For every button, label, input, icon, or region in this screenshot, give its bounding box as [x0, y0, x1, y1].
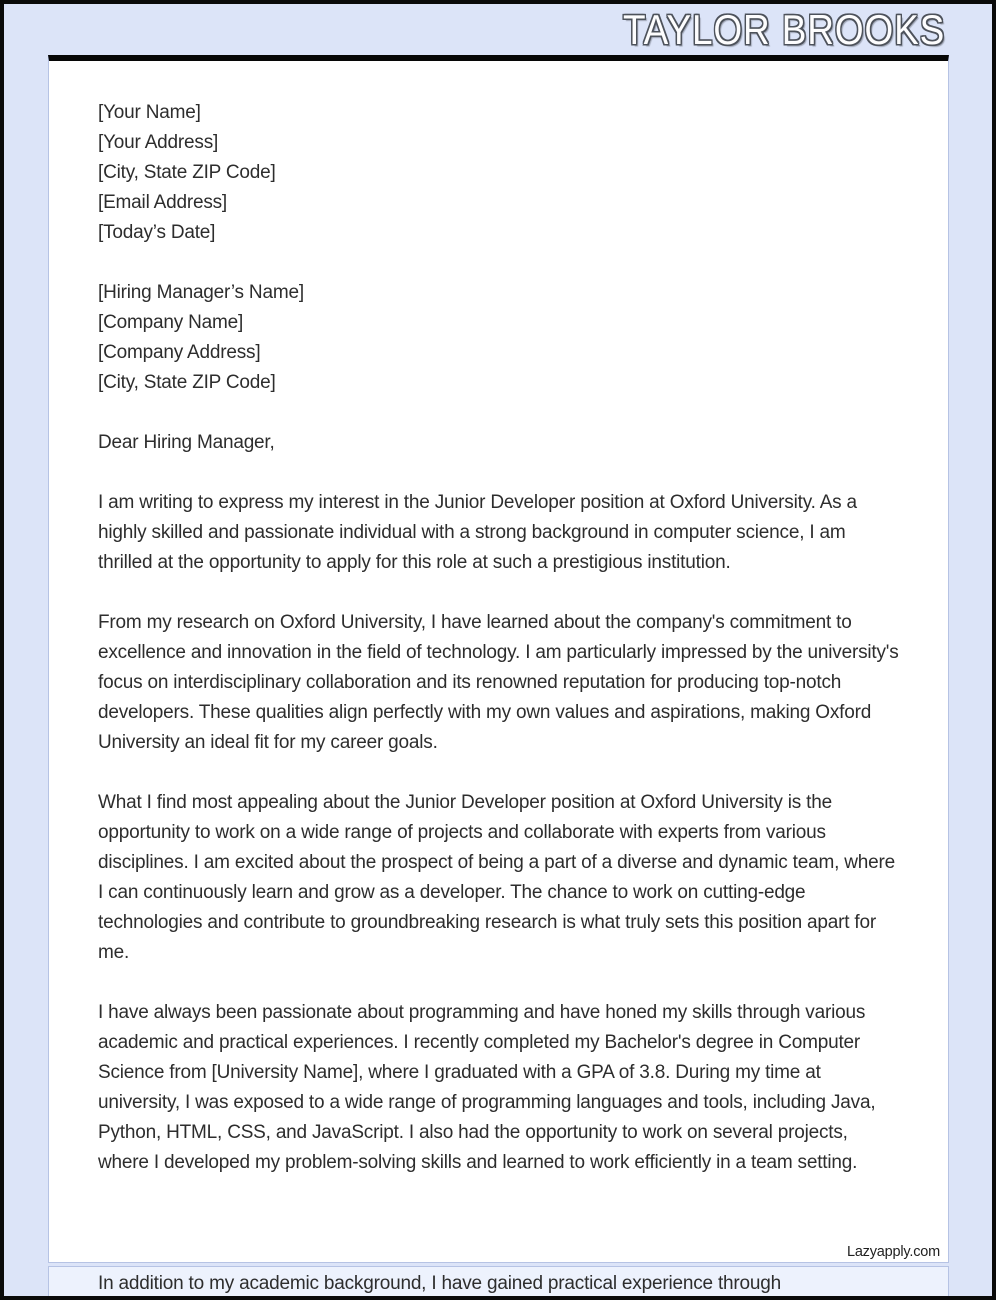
letter-page — [48, 55, 949, 1263]
sender-name-line: [Your Name] — [98, 102, 201, 123]
letter-paragraph-4: I have always been passionate about programming and have honed my skills through various academic and practical experiences. I recently completed my Bachelor's degree in Computer Science from [University Name], where I graduated with a GPA of 3.8. During my time at university, I was exposed to a wide range of programming languages and tools, including Java, Python, HTML, CSS, and JavaScript. I also had the opportunity to work on several projects, where I developed my problem-solving skills and learned to work efficiently in a team setting. — [98, 1002, 876, 1173]
sender-date-line: [Today’s Date] — [98, 222, 216, 243]
recipient-manager-line: [Hiring Manager’s Name] — [98, 282, 304, 303]
letter-body — [49, 61, 948, 1178]
sender-address-line: [Your Address] — [98, 132, 219, 153]
salutation: Dear Hiring Manager, — [98, 432, 275, 453]
recipient-block — [98, 278, 899, 398]
recipient-address-line: [Company Address] — [98, 342, 261, 363]
letter-paragraph-5-first-line: In addition to my academic background, I have gained practical experience through — [98, 1273, 782, 1294]
candidate-name-header: TAYLOR BROOKS — [622, 6, 945, 53]
lazyapply-watermark: Lazyapply.com — [846, 1244, 940, 1260]
sender-city-line: [City, State ZIP Code] — [98, 162, 276, 183]
letter-paragraph-2: From my research on Oxford University, I have learned about the company's commitment to excellence and innovation in the field of technology. I am particularly impressed by the university's focus on interdisciplinary collaboration and its renowned reputation for producing top-notch developers. These qualities align perfectly with my own values and aspirations, making Oxford University an ideal fit for my career goals. — [98, 612, 899, 753]
sender-email-line: [Email Address] — [98, 192, 227, 213]
recipient-city-line: [City, State ZIP Code] — [98, 372, 276, 393]
recipient-company-line: [Company Name] — [98, 312, 244, 333]
sender-block — [98, 98, 899, 248]
letter-paragraph-1: I am writing to express my interest in the Junior Developer position at Oxford University. As a highly skilled and passionate individual with a strong background in computer science, I am thrilled at the opportunity to apply for this role at such a prestigious institution. — [98, 492, 857, 573]
letter-page-continuation — [48, 1266, 949, 1300]
letter-paragraph-3: What I find most appealing about the Junior Developer position at Oxford University is the opportunity to work on a wide range of projects and collaborate with experts from various disciplines. I am excited about the prospect of being a part of a diverse and dynamic team, where I can continuously learn and grow as a developer. The chance to work on cutting-edge technologies and contribute to groundbreaking research is what truly sets this position apart for me. — [98, 792, 895, 963]
